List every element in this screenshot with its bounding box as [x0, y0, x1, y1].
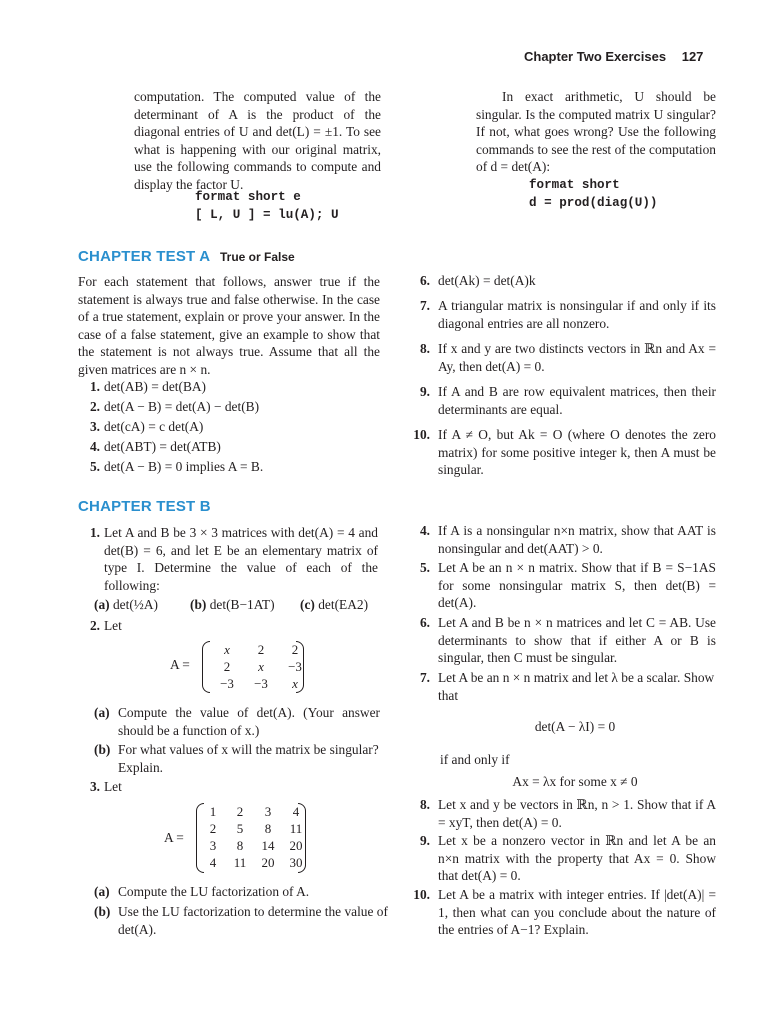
- matrix-cell: 8: [264, 821, 272, 836]
- question-number: 2.: [89, 618, 100, 633]
- matrix-cell: 5: [236, 821, 244, 836]
- q2-matrix-right-bracket: [296, 641, 304, 693]
- top-right-command-2: d = prod(diag(U)): [529, 196, 658, 210]
- matrix-cell: 20: [289, 838, 303, 853]
- question-text: Let A and B be 3 × 3 matrices with det(A) = 4 and det(B) = 6, and let E be an elementary matrix of type I. Determine the value of each of the following:: [104, 525, 378, 593]
- question-text: Let: [104, 779, 122, 794]
- page-number: 127: [681, 49, 704, 64]
- question-number: 7.: [419, 670, 430, 685]
- item-number: 10.: [413, 427, 430, 442]
- question-text: Let A be a matrix with integer entries. If |det(A)| = 1, then what can you conclude about the nature of the entries of A−1? Explain.: [438, 887, 716, 938]
- top-right-paragraph: In exact arithmetic, U should be singular. Is the computed matrix U singular? If not, what goes wrong? Use the following commands to see the rest of the computation of d = det(A):: [476, 89, 716, 175]
- item-number: 2.: [89, 399, 100, 414]
- top-left-command-1: format short e: [195, 190, 301, 204]
- question-number: 10.: [413, 887, 430, 902]
- question-number: 8.: [419, 797, 430, 812]
- question-number: 9.: [419, 833, 430, 848]
- item-number: 7.: [419, 298, 430, 313]
- matrix-cell: 20: [261, 855, 275, 870]
- item-number: 4.: [89, 439, 100, 454]
- question-text: If A is a nonsingular n×n matrix, show that AAT is nonsingular and det(AAT) > 0.: [438, 523, 716, 556]
- running-header: [524, 48, 720, 66]
- q7-equation-1: det(A − λI) = 0: [534, 719, 616, 734]
- question-number: 1.: [89, 525, 100, 540]
- question-text: Let A and B be n × n matrices and let C = AB. Use determinants to show that if either A or B is singular, then C must be singular.: [438, 615, 716, 666]
- question-number: 5.: [419, 560, 430, 575]
- matrix-cell: 3: [264, 804, 272, 819]
- question-text: Let A be an n × n matrix. Show that if B = S−1AS for some nonsingular matrix S, then det(B) = det(A).: [438, 560, 716, 611]
- chapter-test-a-intro: For each statement that follows, answer true if the statement is always true and false otherwise. In the case of a true statement, explain or prove your answer. In the case of a false statement, give an example to show that the statement is not always true. Assume that all the given matrices are n × n.: [78, 274, 380, 377]
- matrix-cell: −3: [254, 676, 268, 691]
- matrix-cell: −3: [220, 676, 234, 691]
- q1-part-b: (b) det(B−1AT): [190, 597, 275, 612]
- question-number: 3.: [89, 779, 100, 794]
- matrix-cell: 30: [289, 855, 303, 870]
- item-text: det(A − B) = 0 implies A = B.: [104, 459, 264, 474]
- matrix-cell: 4: [292, 804, 300, 819]
- question-text: Let x be a nonzero vector in ℝn and let A be an n×n matrix with the property that Ax = 0. Show that det(A) = 0.: [438, 833, 716, 884]
- q3-matrix: [200, 803, 310, 871]
- item-text: det(AB) = det(BA): [104, 379, 207, 394]
- matrix-cell: −3: [288, 659, 302, 674]
- matrix-cell: 4: [209, 855, 217, 870]
- question-number: 6.: [419, 615, 430, 630]
- matrix-cell: 1: [209, 804, 217, 819]
- q1-part-c: (c) det(EA2): [300, 597, 369, 612]
- matrix-cell: 11: [233, 855, 247, 870]
- item-text: If x and y are two distincts vectors in ℝn and Ax = Ay, then det(A) = 0.: [438, 341, 716, 374]
- item-text: If A ≠ O, but Ak = O (where O denotes the zero matrix) for some positive integer k, then A must be singular.: [438, 427, 716, 478]
- top-left-paragraph: computation. The computed value of the determinant of A is the product of the diagonal entries of U and det(L) = ±1. To see what is happening with our original matrix, use the following commands to compute and display the factor U.: [134, 89, 381, 192]
- item-text: A triangular matrix is nonsingular if and only if its diagonal entries are all nonzero.: [438, 298, 716, 331]
- chapter-test-a-title: CHAPTER TEST A: [78, 248, 211, 265]
- question-number: 4.: [419, 523, 430, 538]
- q7-equation-2: Ax = λx for some x ≠ 0: [512, 774, 638, 789]
- matrix-cell: 2: [257, 642, 265, 657]
- item-number: 5.: [89, 459, 100, 474]
- chapter-test-a-subtitle: True or False: [219, 250, 295, 264]
- matrix-cell: 2: [223, 659, 231, 674]
- matrix-cell: x: [292, 676, 298, 691]
- matrix-cell: 8: [236, 838, 244, 853]
- running-title: Chapter Two Exercises: [524, 49, 667, 64]
- question-text: Let A be an n × n matrix and let λ be a scalar. Show that: [438, 670, 715, 703]
- q7-middle-text: if and only if: [440, 752, 510, 767]
- item-number: 8.: [419, 341, 430, 356]
- matrix-cell: 3: [209, 838, 217, 853]
- item-number: 9.: [419, 384, 430, 399]
- item-text: det(cA) = c det(A): [104, 419, 204, 434]
- chapter-test-b-title: CHAPTER TEST B: [78, 498, 211, 515]
- matrix-cell: 11: [289, 821, 303, 836]
- matrix-cell: 2: [209, 821, 217, 836]
- item-text: det(ABT) = det(ATB): [104, 439, 221, 454]
- question-text: Let x and y be vectors in ℝn, n > 1. Show that if A = xyT, then det(A) = 0.: [438, 797, 716, 830]
- q2-matrix-left-bracket: [202, 641, 210, 693]
- top-left-command-2: [ L, U ] = lu(A); U: [195, 208, 339, 222]
- matrix-cell: x: [258, 659, 264, 674]
- q3-matrix-label: A =: [164, 830, 184, 845]
- q2-matrix-label: A =: [170, 657, 190, 672]
- item-number: 1.: [89, 379, 100, 394]
- q3-matrix-right-bracket: [298, 803, 306, 873]
- question-text: Let: [104, 618, 122, 633]
- matrix-cell: x: [224, 642, 230, 657]
- item-text: det(Ak) = det(A)k: [438, 273, 536, 288]
- item-number: 3.: [89, 419, 100, 434]
- q1-part-a: (a) det(½A): [94, 597, 158, 612]
- matrix-cell: 2: [291, 642, 299, 657]
- item-text: det(A − B) = det(A) − det(B): [104, 399, 260, 414]
- matrix-cell: 2: [236, 804, 244, 819]
- chapter-test-a-heading: [78, 248, 295, 267]
- item-text: If A and B are row equivalent matrices, then their determinants are equal.: [438, 384, 716, 417]
- item-number: 6.: [419, 273, 430, 288]
- matrix-cell: 14: [261, 838, 275, 853]
- top-right-command-1: format short: [529, 178, 620, 192]
